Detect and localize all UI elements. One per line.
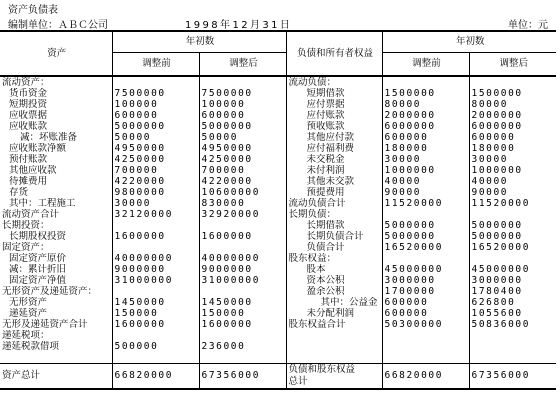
asset-item-label: 应收账款 bbox=[0, 121, 112, 132]
liab-item-label: 应付福利费 bbox=[286, 143, 382, 154]
liab-before-value: 1700000 bbox=[382, 286, 469, 297]
liab-before-value: 1000000 bbox=[382, 165, 469, 176]
table-row bbox=[0, 187, 556, 198]
table-row bbox=[0, 341, 556, 352]
liab-before-value: 40000 bbox=[382, 176, 469, 187]
asset-after-value: 10600000 bbox=[199, 187, 286, 198]
col-asset: 资产 bbox=[0, 31, 112, 76]
asset-after-value: 1600000 bbox=[199, 231, 286, 242]
liab-before-value: 600000 bbox=[382, 308, 469, 319]
asset-item-label: 其他应收款 bbox=[0, 165, 112, 176]
table-row bbox=[0, 286, 556, 297]
liab-before-value: 30000 bbox=[382, 154, 469, 165]
liab-after-value bbox=[469, 76, 556, 88]
asset-after-value: 236000 bbox=[199, 341, 286, 352]
liab-after-value: 3000000 bbox=[471, 275, 523, 286]
asset-item-label: 流动资产： bbox=[0, 76, 112, 88]
asset-item-label: 递延税项： bbox=[0, 330, 112, 341]
asset-item-label: 无形资产及递延资产： bbox=[0, 286, 112, 297]
liab-item-label: 长期负债： bbox=[286, 209, 382, 220]
liab-item-label: 盈余公积 bbox=[286, 286, 382, 297]
liab-after-value: 50836000 bbox=[471, 319, 531, 330]
asset-item-label: 货币资金 bbox=[0, 88, 112, 99]
liab-before-value: 180000 bbox=[382, 143, 469, 154]
liab-before-value: 11520000 bbox=[382, 198, 469, 209]
liab-before-value: 1500000 bbox=[382, 88, 469, 99]
asset-after-value bbox=[199, 330, 286, 341]
asset-item-label: 无形及递延资产合计 bbox=[0, 319, 112, 330]
asset-item-label: 无形资产 bbox=[0, 297, 112, 308]
asset-item-label: 固定资产： bbox=[0, 242, 112, 253]
liab-item-label bbox=[286, 341, 382, 352]
liab-before-value: 6000000 bbox=[382, 121, 469, 132]
asset-before-value bbox=[112, 330, 199, 341]
asset-after-value: 4950000 bbox=[199, 143, 286, 154]
asset-before-value: 1600000 bbox=[112, 231, 199, 242]
asset-after-value bbox=[199, 242, 286, 253]
col-before-adj-left: 调整前 bbox=[112, 53, 199, 77]
report-title: 资产负债表 bbox=[8, 5, 58, 16]
liab-before-value: 5000000 bbox=[382, 231, 469, 242]
col-after-adj-left: 调整后 bbox=[199, 53, 286, 77]
liab-after-value bbox=[469, 253, 556, 264]
table-row bbox=[0, 176, 556, 187]
asset-after-value: 1450000 bbox=[199, 297, 286, 308]
asset-before-value: 7500000 bbox=[112, 88, 199, 99]
liab-item-label: 应付票据 bbox=[286, 99, 382, 110]
asset-item-label: 长期股权投资 bbox=[0, 231, 112, 242]
asset-item-label: 待摊费用 bbox=[0, 176, 112, 187]
asset-before-value: 1600000 bbox=[112, 319, 199, 330]
asset-after-value: 4220000 bbox=[199, 176, 286, 187]
asset-item-label: 固定资产净值 bbox=[0, 275, 112, 286]
liab-after-value: 180000 bbox=[471, 143, 516, 154]
table-body bbox=[0, 76, 556, 352]
liab-item-label: 股本 bbox=[286, 264, 382, 275]
asset-before-value: 4950000 bbox=[112, 143, 199, 154]
asset-item-label: 固定资产原价 bbox=[0, 253, 112, 264]
asset-before-value bbox=[112, 220, 199, 231]
table-row bbox=[0, 231, 556, 242]
liab-before-value: 2000000 bbox=[382, 110, 469, 121]
asset-after-value bbox=[199, 76, 286, 88]
asset-before-value: 600000 bbox=[112, 110, 199, 121]
asset-after-value: 150000 bbox=[199, 308, 286, 319]
liab-after-value: 1500000 bbox=[471, 88, 523, 99]
table-row bbox=[0, 121, 556, 132]
liab-before-value: 80000 bbox=[382, 99, 469, 110]
table-row bbox=[0, 297, 556, 308]
asset-total-after: 67356000 bbox=[199, 364, 286, 390]
liab-after-value: 1000000 bbox=[471, 165, 523, 176]
liab-item-label: 未交税金 bbox=[286, 154, 382, 165]
asset-item-label: 应收票据 bbox=[0, 110, 112, 121]
table-row bbox=[0, 198, 556, 209]
asset-after-value: 100000 bbox=[199, 99, 286, 110]
liab-after-value: 40000 bbox=[471, 176, 509, 187]
table-row bbox=[0, 165, 556, 176]
liab-item-label: 应付账款 bbox=[286, 110, 382, 121]
table-row bbox=[0, 308, 556, 319]
liab-before-value: 90000 bbox=[382, 187, 469, 198]
liab-item-label: 未分配利润 bbox=[286, 308, 382, 319]
asset-total-label: 资产总计 bbox=[0, 364, 112, 390]
asset-item-label: 递延资产 bbox=[0, 308, 112, 319]
table-row bbox=[0, 143, 556, 154]
liab-item-label: 短期借款 bbox=[286, 88, 382, 99]
asset-after-value: 1600000 bbox=[199, 319, 286, 330]
asset-after-value: 31000000 bbox=[199, 275, 286, 286]
asset-before-value: 9800000 bbox=[112, 187, 199, 198]
asset-before-value: 32120000 bbox=[112, 209, 199, 220]
table-row bbox=[0, 99, 556, 110]
asset-before-value: 9000000 bbox=[112, 264, 199, 275]
liab-item-label: 负债合计 bbox=[286, 242, 382, 253]
table-row bbox=[0, 242, 556, 253]
report-currency: 单位：元 bbox=[508, 20, 548, 31]
table-row bbox=[0, 253, 556, 264]
report-entity: 编制单位：ＡＢＣ公司 bbox=[8, 20, 108, 31]
liab-after-value: 6000000 bbox=[471, 121, 523, 132]
liab-item-label bbox=[286, 330, 382, 341]
liab-before-value bbox=[382, 253, 469, 264]
liab-after-value: 5000000 bbox=[471, 231, 523, 242]
col-liab-equity: 负债和所有者权益 bbox=[286, 31, 382, 76]
liab-item-label: 其他应付款 bbox=[286, 132, 382, 143]
asset-before-value: 500000 bbox=[112, 341, 199, 352]
liab-total-after: 67356000 bbox=[469, 364, 556, 390]
report-date: 1998年12月31日 bbox=[185, 20, 293, 31]
liab-after-value: 16520000 bbox=[471, 242, 531, 253]
col-beginning-left: 年初数 bbox=[112, 31, 286, 53]
liab-item-label: 预提费用 bbox=[286, 187, 382, 198]
table-row bbox=[0, 132, 556, 143]
liab-after-value: 2000000 bbox=[471, 110, 523, 121]
liab-item-label: 股东权益合计 bbox=[286, 319, 382, 330]
liab-before-value bbox=[382, 341, 469, 352]
asset-before-value: 700000 bbox=[112, 165, 199, 176]
liab-before-value: 45000000 bbox=[382, 264, 469, 275]
liab-item-label: 资本公积 bbox=[286, 275, 382, 286]
liab-before-value bbox=[382, 209, 469, 220]
table-row bbox=[0, 88, 556, 99]
asset-before-value: 40000000 bbox=[112, 253, 199, 264]
liab-item-label: 长期负债合计 bbox=[286, 231, 382, 242]
table-row bbox=[0, 110, 556, 121]
liab-item-label: 未付利润 bbox=[286, 165, 382, 176]
asset-total-before: 66820000 bbox=[112, 364, 199, 390]
liab-before-value: 50300000 bbox=[382, 319, 469, 330]
liab-item-label: 其他未交款 bbox=[286, 176, 382, 187]
liab-after-value bbox=[469, 341, 556, 352]
liab-item-label: 预收账款 bbox=[286, 121, 382, 132]
asset-item-label: 减：坏账准备 bbox=[0, 132, 112, 143]
asset-before-value: 31000000 bbox=[112, 275, 199, 286]
col-beginning-right: 年初数 bbox=[382, 31, 556, 53]
asset-before-value bbox=[112, 286, 199, 297]
asset-before-value: 1450000 bbox=[112, 297, 199, 308]
asset-after-value: 4250000 bbox=[199, 154, 286, 165]
asset-after-value: 830000 bbox=[199, 198, 286, 209]
asset-before-value: 100000 bbox=[112, 99, 199, 110]
asset-item-label: 应收账款净额 bbox=[0, 143, 112, 154]
asset-after-value: 9000000 bbox=[199, 264, 286, 275]
asset-after-value: 700000 bbox=[199, 165, 286, 176]
liab-total-label: 负债和股东权益 总计 bbox=[286, 364, 382, 390]
asset-after-value: 600000 bbox=[199, 110, 286, 121]
table-row bbox=[0, 154, 556, 165]
asset-item-label: 存货 bbox=[0, 187, 112, 198]
asset-after-value: 50000 bbox=[199, 132, 286, 143]
liab-after-value: 600000 bbox=[471, 132, 516, 143]
asset-after-value: 40000000 bbox=[199, 253, 286, 264]
liab-item-label: 股东权益： bbox=[286, 253, 382, 264]
asset-before-value: 4250000 bbox=[112, 154, 199, 165]
table-row bbox=[0, 319, 556, 330]
asset-item-label: 流动资产合计 bbox=[0, 209, 112, 220]
asset-after-value: 5000000 bbox=[199, 121, 286, 132]
liab-after-value: 626800 bbox=[471, 297, 516, 308]
liab-item-label: 流动负债： bbox=[286, 76, 382, 88]
asset-after-value: 7500000 bbox=[199, 88, 286, 99]
asset-item-label: 短期投资 bbox=[0, 99, 112, 110]
table-row bbox=[0, 275, 556, 286]
liab-after-value: 5000000 bbox=[471, 220, 523, 231]
asset-item-label: 长期投资： bbox=[0, 220, 112, 231]
liab-after-value: 30000 bbox=[471, 154, 509, 165]
liab-before-value bbox=[382, 330, 469, 341]
table-row bbox=[0, 264, 556, 275]
liab-after-value bbox=[469, 330, 556, 341]
asset-item-label: 预付账款 bbox=[0, 154, 112, 165]
asset-after-value bbox=[199, 286, 286, 297]
asset-after-value bbox=[199, 220, 286, 231]
liab-after-value: 80000 bbox=[471, 99, 509, 110]
balance-sheet-table bbox=[0, 30, 556, 390]
asset-item-label: 减：累计折旧 bbox=[0, 264, 112, 275]
table-row bbox=[0, 76, 556, 88]
asset-before-value: 50000 bbox=[112, 132, 199, 143]
liab-before-value: 16520000 bbox=[382, 242, 469, 253]
liab-item-label: 流动负债合计 bbox=[286, 198, 382, 209]
liab-item-label: 长期借款 bbox=[286, 220, 382, 231]
table-row bbox=[0, 220, 556, 231]
asset-item-label: 递延税款借项 bbox=[0, 341, 112, 352]
asset-before-value: 150000 bbox=[112, 308, 199, 319]
liab-item-label: 其中：公益金 bbox=[286, 297, 382, 308]
liab-after-value: 11520000 bbox=[471, 198, 531, 209]
asset-before-value: 30000 bbox=[112, 198, 199, 209]
liab-before-value: 600000 bbox=[382, 132, 469, 143]
asset-after-value: 32920000 bbox=[199, 209, 286, 220]
table-row bbox=[0, 330, 556, 341]
liab-after-value: 45000000 bbox=[471, 264, 531, 275]
asset-before-value bbox=[112, 242, 199, 253]
liab-after-value: 1055600 bbox=[471, 308, 523, 319]
table-row bbox=[0, 209, 556, 220]
liab-after-value: 90000 bbox=[471, 187, 509, 198]
asset-before-value: 4220000 bbox=[112, 176, 199, 187]
col-after-adj-right: 调整后 bbox=[469, 53, 556, 77]
asset-item-label: 其中：工程施工 bbox=[0, 198, 112, 209]
asset-before-value bbox=[112, 76, 199, 88]
liab-before-value: 600000 bbox=[382, 297, 469, 308]
liab-before-value bbox=[382, 76, 469, 88]
liab-before-value: 3000000 bbox=[382, 275, 469, 286]
col-before-adj-right: 调整前 bbox=[382, 53, 469, 77]
liab-after-value: 1780400 bbox=[471, 286, 523, 297]
liab-after-value bbox=[469, 209, 556, 220]
asset-before-value: 5000000 bbox=[112, 121, 199, 132]
liab-total-before: 66820000 bbox=[382, 364, 469, 390]
liab-before-value: 5000000 bbox=[382, 220, 469, 231]
